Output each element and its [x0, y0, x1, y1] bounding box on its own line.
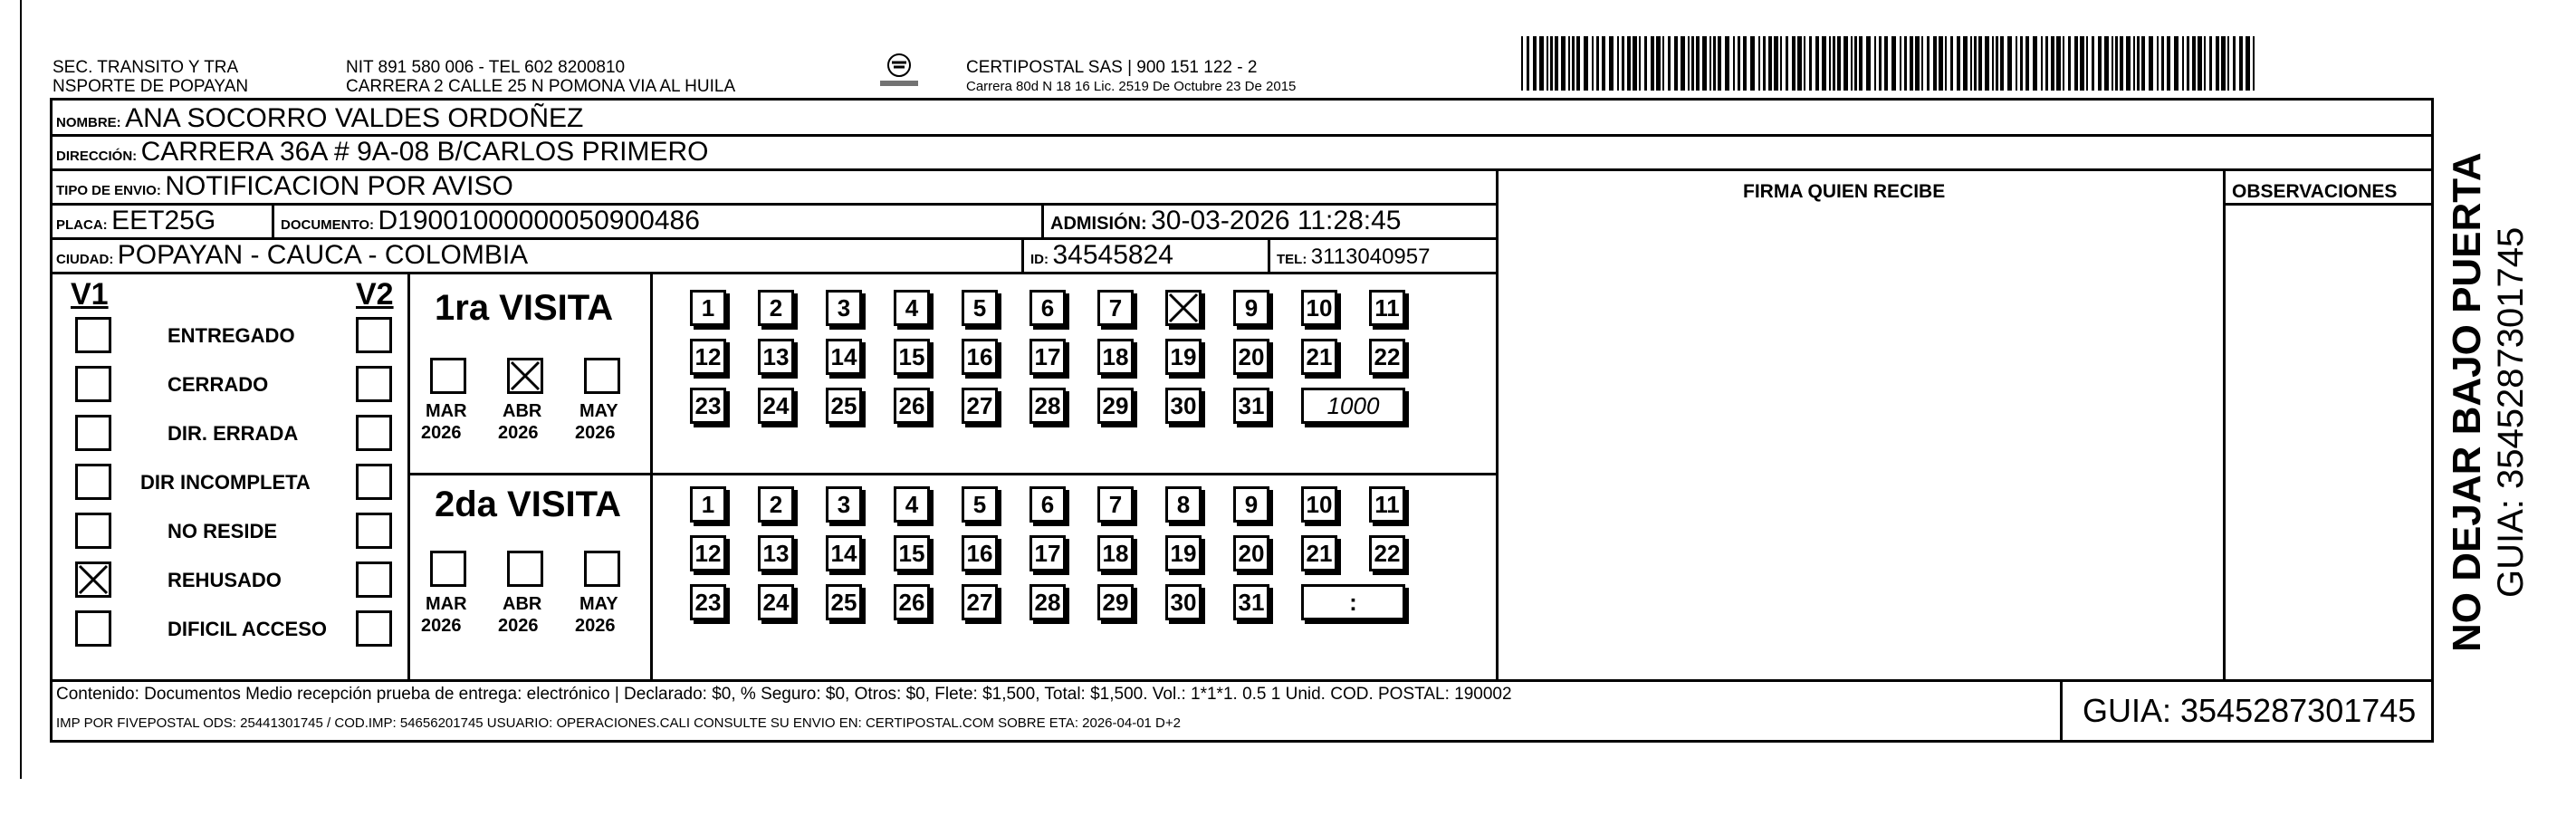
v1-checkbox[interactable] [75, 317, 111, 353]
status-label: DIR INCOMPLETA [140, 471, 311, 494]
barcode-bar [1725, 36, 1729, 91]
barcode-bar [1768, 36, 1772, 91]
v2-checkbox[interactable] [356, 610, 392, 647]
barcode-bar [1584, 36, 1588, 91]
day-box[interactable]: 12 [690, 535, 726, 571]
barcode-bar [1822, 36, 1826, 91]
barcode-bar [1996, 36, 1998, 91]
year-label: 2026 [575, 616, 616, 636]
barcode-bar [1950, 36, 1953, 91]
barcode-bar [1874, 36, 1876, 91]
admision-field [1050, 206, 1401, 236]
barcode-bar [1696, 36, 1700, 91]
barcode-bar [1904, 36, 1907, 91]
barcode-bar [2204, 36, 2206, 91]
tel-label: TEL: [1277, 252, 1307, 267]
day-box[interactable]: 26 [894, 388, 930, 424]
barcode-bar [1957, 36, 1960, 91]
month-checkbox[interactable] [430, 358, 466, 394]
barcode-bar [2167, 36, 2170, 91]
barcode-bar [1884, 36, 1888, 91]
day-box[interactable]: 31 [1233, 388, 1269, 424]
v2-checkbox[interactable] [356, 317, 392, 353]
day-box[interactable]: 12 [690, 339, 726, 375]
day-box[interactable]: 7 [1097, 290, 1134, 326]
barcode-bar [2020, 36, 2023, 91]
day-box[interactable]: 25 [826, 584, 862, 620]
day-box[interactable]: 9 [1233, 486, 1269, 523]
v2-checkbox[interactable] [356, 415, 392, 451]
v1-checkbox[interactable] [75, 610, 111, 647]
barcode-bar [1592, 36, 1594, 91]
barcode-bar [2000, 36, 2004, 91]
sender-contact-block [346, 58, 735, 96]
nombre-label: NOMBRE: [56, 115, 121, 130]
divider [1496, 168, 1499, 682]
barcode-bar [1891, 36, 1896, 91]
barcode-bar [2056, 36, 2061, 91]
barcode-bar [1815, 36, 1819, 91]
barcode [1521, 36, 2264, 95]
barcode-bar [1617, 36, 1619, 91]
tipo-field [56, 171, 513, 202]
barcode-bar [2016, 36, 2017, 91]
day-box[interactable]: 31 [1233, 584, 1269, 620]
observaciones-label: OBSERVACIONES [2232, 181, 2398, 202]
day-box[interactable]: 29 [1097, 584, 1134, 620]
visit1-title: 1ra VISITA [435, 288, 614, 328]
status-label: NO RESIDE [168, 520, 278, 542]
barcode-bar [1702, 36, 1707, 91]
tipo-label: TIPO DE ENVIO: [56, 183, 161, 198]
day-box[interactable]: 20 [1233, 339, 1269, 375]
barcode-bar [1786, 36, 1788, 91]
barcode-bar [2126, 36, 2131, 91]
day-box[interactable]: 21 [1301, 339, 1337, 375]
footer-guia: GUIA: 3545287301745 [2083, 692, 2417, 729]
barcode-bar [1910, 36, 1913, 91]
barcode-bar [1681, 36, 1685, 91]
day-box[interactable]: 28 [1029, 388, 1066, 424]
barcode-bar [2174, 36, 2179, 91]
divider [407, 272, 410, 682]
v2-checkbox[interactable] [356, 561, 392, 598]
status-label: ENTREGADO [168, 324, 295, 347]
day-box[interactable]: 27 [962, 388, 998, 424]
barcode-bar [1644, 36, 1647, 91]
barcode-bar [1609, 36, 1614, 91]
day-box[interactable]: 14 [826, 339, 862, 375]
barcode-bar [2253, 36, 2255, 91]
barcode-bar [2068, 36, 2071, 91]
direccion-label: DIRECCIÓN: [56, 149, 138, 164]
divider [272, 203, 274, 237]
barcode-bar [1709, 36, 1711, 91]
barcode-bar [1985, 36, 1989, 91]
barcode-bar [1763, 36, 1766, 91]
year-label: 2026 [421, 423, 462, 443]
barcode-bar [2063, 36, 2064, 91]
barcode-bar [1688, 36, 1690, 91]
barcode-bar [2086, 36, 2088, 91]
address-line: CARRERA 2 CALLE 25 N POMONA VIA AL HUILA [346, 77, 736, 96]
documento-value: D19001000000050900486 [378, 206, 700, 235]
barcode-bar [1521, 36, 1523, 91]
barcode-bar [1596, 36, 1599, 91]
day-box[interactable]: 2 [758, 290, 794, 326]
day-box[interactable]: 19 [1165, 339, 1202, 375]
day-box[interactable]: 9 [1233, 290, 1269, 326]
contenido-text: Contenido: Documentos Medio recepción prueba de entrega: electrónico | Declarado: $0, % Seguro: $0, Otros: $0, Flete: $1,500, Total: $1,500. Vol.: 1*1*1. 0.5 1 Unid. COD. POSTAL: 190002 [56, 685, 1512, 704]
day-box[interactable]: 17 [1029, 339, 1066, 375]
barcode-bar [1851, 36, 1853, 91]
divider [2223, 203, 2434, 206]
v1-checkbox[interactable] [75, 464, 111, 500]
barcode-bar [1561, 36, 1566, 91]
day-box[interactable]: 14 [826, 535, 862, 571]
barcode-bar [1639, 36, 1641, 91]
v2-checkbox[interactable] [356, 513, 392, 549]
barcode-bar [1974, 36, 1977, 91]
ciudad-field [56, 240, 528, 271]
barcode-bar [2233, 36, 2236, 91]
barcode-bar [2080, 36, 2084, 91]
day-box[interactable]: 16 [962, 535, 998, 571]
barcode-bar [1691, 36, 1694, 91]
barcode-bar [1859, 36, 1863, 91]
barcode-bar [1733, 36, 1735, 91]
barcode-bar [1633, 36, 1637, 91]
status-label: REHUSADO [168, 569, 282, 591]
day-box[interactable]: 25 [826, 388, 862, 424]
v2-label: V2 [356, 277, 394, 312]
id-label: ID: [1030, 252, 1049, 267]
divider [407, 473, 1496, 475]
barcode-bar [1550, 36, 1553, 91]
barcode-bar [1743, 36, 1747, 91]
barcode-bar [1622, 36, 1624, 91]
nombre-value: ANA SOCORRO VALDES ORDOÑEZ [125, 103, 584, 133]
barcode-bar [2198, 36, 2202, 91]
barcode-bar [1568, 36, 1570, 91]
side-guia: GUIA: 3545287301745 [2491, 226, 2531, 598]
day-box[interactable]: 6 [1029, 486, 1066, 523]
month-label: MAR [426, 594, 467, 614]
placa-field [56, 206, 215, 236]
barcode-bar [1879, 36, 1882, 91]
day-box[interactable]: 29 [1097, 388, 1134, 424]
v1-checkbox[interactable] [75, 366, 111, 402]
barcode-bar [1527, 36, 1529, 91]
side-warning: NO DEJAR BAJO PUERTA [2445, 152, 2489, 652]
day-box[interactable]: 8 [1165, 486, 1202, 523]
barcode-bar [1656, 36, 1661, 91]
day-box[interactable]: 5 [962, 290, 998, 326]
barcode-bar [2157, 36, 2159, 91]
barcode-bar [2227, 36, 2229, 91]
divider [1021, 237, 1024, 272]
firma-label: FIRMA QUIEN RECIBE [1743, 181, 1946, 202]
left-edge-line [20, 0, 22, 779]
day-box[interactable]: 15 [894, 535, 930, 571]
barcode-bar [1750, 36, 1755, 91]
visit2-title: 2da VISITA [435, 485, 621, 524]
barcode-bar [1915, 36, 1920, 91]
barcode-bar [2182, 36, 2184, 91]
barcode-bar [2092, 36, 2094, 91]
status-label: CERRADO [168, 373, 269, 396]
nombre-field [56, 103, 583, 134]
barcode-bar [1804, 36, 1805, 91]
barcode-bar [1829, 36, 1831, 91]
barcode-bar [1992, 36, 1994, 91]
barcode-bar [1843, 36, 1848, 91]
day-box[interactable]: 19 [1165, 535, 1202, 571]
side-text [2445, 145, 2571, 652]
barcode-bar [2216, 36, 2219, 91]
day-box[interactable]: 23 [690, 388, 726, 424]
day-box[interactable]: 28 [1029, 584, 1066, 620]
direccion-field [56, 137, 709, 168]
day-box[interactable]: 24 [758, 388, 794, 424]
barcode-bar [2041, 36, 2043, 91]
sender-line-2: NSPORTE DE POPAYAN [53, 77, 249, 96]
time-box[interactable]: 1000 [1301, 388, 1405, 424]
barcode-bar [1627, 36, 1631, 91]
day-box[interactable]: 17 [1029, 535, 1066, 571]
barcode-bar [1555, 36, 1558, 91]
barcode-bar [1576, 36, 1580, 91]
barcode-bar [1533, 36, 1537, 91]
day-box[interactable]: 16 [962, 339, 998, 375]
ciudad-value: POPAYAN - CAUCA - COLOMBIA [117, 240, 529, 270]
month-label: MAR [426, 401, 467, 421]
divider [50, 272, 1499, 274]
barcode-bar [2112, 36, 2113, 91]
barcode-bar [1866, 36, 1871, 91]
barcode-bar [2115, 36, 2118, 91]
barcode-bar [1718, 36, 1721, 91]
barcode-bar [1539, 36, 1544, 91]
day-box[interactable]: 15 [894, 339, 930, 375]
sender-line-1: SEC. TRANSITO Y TRA [53, 58, 239, 77]
barcode-bar [1837, 36, 1841, 91]
status-label: DIR. ERRADA [168, 422, 299, 445]
year-label: 2026 [575, 423, 616, 443]
divider [650, 272, 653, 682]
day-box[interactable]: 3 [826, 486, 862, 523]
divider [2223, 168, 2226, 682]
year-label: 2026 [498, 616, 539, 636]
tel-field [1277, 245, 1430, 270]
direccion-value: CARRERA 36A # 9A-08 B/CARLOS PRIMERO [140, 137, 709, 167]
month-label: ABR [503, 401, 542, 421]
day-box[interactable]: 26 [894, 584, 930, 620]
documento-label: DOCUMENTO: [281, 217, 375, 233]
barcode-bar [1939, 36, 1943, 91]
admision-value: 30-03-2026 11:28:45 [1151, 206, 1402, 235]
barcode-bar [1854, 36, 1857, 91]
day-box[interactable]: 22 [1369, 535, 1405, 571]
barcode-bar [1797, 36, 1802, 91]
barcode-bar [2033, 36, 2037, 91]
day-box[interactable]: 1 [690, 290, 726, 326]
month-checkbox[interactable] [430, 551, 466, 587]
day-box[interactable]: 10 [1301, 290, 1337, 326]
barcode-bar [1774, 36, 1778, 91]
day-box[interactable]: 7 [1097, 486, 1134, 523]
v2-checkbox[interactable] [356, 366, 392, 402]
v1-checkbox[interactable] [75, 415, 111, 451]
barcode-bar [2133, 36, 2135, 91]
month-checkbox[interactable] [507, 551, 543, 587]
day-box[interactable]: 13 [758, 339, 794, 375]
barcode-bar [1651, 36, 1654, 91]
day-box[interactable]: 23 [690, 584, 726, 620]
barcode-bar [1547, 36, 1548, 91]
barcode-bar [1668, 36, 1671, 91]
month-checkbox[interactable] [584, 358, 620, 394]
barcode-bar [2104, 36, 2109, 91]
barcode-bar [2074, 36, 2078, 91]
month-checkbox[interactable] [584, 551, 620, 587]
day-box[interactable]: 22 [1369, 339, 1405, 375]
barcode-bar [1833, 36, 1835, 91]
barcode-bar [1674, 36, 1678, 91]
day-box[interactable]: 6 [1029, 290, 1066, 326]
barcode-bar [1738, 36, 1740, 91]
documento-field [281, 206, 700, 236]
barcode-bar [2098, 36, 2102, 91]
day-box[interactable]: 30 [1165, 388, 1202, 424]
day-box[interactable]: 27 [962, 584, 998, 620]
month-label: MAY [579, 401, 618, 421]
barcode-bar [1945, 36, 1947, 91]
barcode-bar [1900, 36, 1901, 91]
v1-checkbox[interactable] [75, 561, 111, 598]
barcode-bar [2192, 36, 2196, 91]
nit-line: NIT 891 580 006 - TEL 602 8200810 [346, 58, 626, 77]
barcode-bar [1758, 36, 1760, 91]
divider [1268, 237, 1270, 272]
barcode-bar [1921, 36, 1923, 91]
day-box[interactable] [1165, 290, 1202, 326]
barcode-bar [2149, 36, 2153, 91]
day-box[interactable]: 11 [1369, 290, 1405, 326]
barcode-bar [2239, 36, 2243, 91]
barcode-bar [2025, 36, 2029, 91]
barcode-bar [2187, 36, 2189, 91]
barcode-bar [1809, 36, 1812, 91]
barcode-bar [2007, 36, 2012, 91]
id-value: 34545824 [1052, 240, 1173, 270]
day-box[interactable]: 24 [758, 584, 794, 620]
admision-label: ADMISIÓN: [1050, 214, 1147, 234]
month-checkbox[interactable] [507, 358, 543, 394]
barcode-bar [1792, 36, 1796, 91]
v1-label: V1 [71, 277, 109, 312]
day-box[interactable]: 3 [826, 290, 862, 326]
status-label: DIFICIL ACCESO [168, 618, 328, 640]
year-label: 2026 [421, 616, 462, 636]
barcode-bar [1927, 36, 1930, 91]
courier-line-1: CERTIPOSTAL SAS | 900 151 122 - 2 [966, 58, 1258, 77]
barcode-bar [1662, 36, 1664, 91]
barcode-bar [2120, 36, 2123, 91]
month-label: MAY [579, 594, 618, 614]
barcode-bar [1572, 36, 1575, 91]
barcode-bar [2141, 36, 2145, 91]
placa-label: PLACA: [56, 217, 108, 233]
courier-block [966, 58, 1296, 96]
day-box[interactable]: 11 [1369, 486, 1405, 523]
imp-text: IMP POR FIVEPOSTAL ODS: 25441301745 / COD.IMP: 54656201745 USUARIO: OPERACIONES.CALI CONSULTE SU ENVIO EN: CERTIPOSTAL.COM SOBRE ETA: 2026-04-01 D+2 [56, 715, 1181, 731]
v2-checkbox[interactable] [356, 464, 392, 500]
barcode-bar [2137, 36, 2140, 91]
barcode-bar [2246, 36, 2250, 91]
year-label: 2026 [498, 423, 539, 443]
barcode-bar [2209, 36, 2212, 91]
day-box[interactable]: 20 [1233, 535, 1269, 571]
courier-line-2: Carrera 80d N 18 16 Lic. 2519 De Octubre 23 De 2015 [966, 79, 1297, 94]
tel-value: 3113040957 [1310, 245, 1431, 269]
divider [1041, 203, 1044, 237]
barcode-bar [1970, 36, 1972, 91]
day-box[interactable]: 30 [1165, 584, 1202, 620]
barcode-bar [2045, 36, 2048, 91]
certipostal-logo-icon [876, 51, 922, 92]
placa-value: EET25G [111, 206, 216, 235]
ciudad-label: CIUDAD: [56, 252, 114, 267]
month-label: ABR [503, 594, 542, 614]
tipo-value: NOTIFICACION POR AVISO [165, 171, 513, 201]
barcode-bar [2161, 36, 2164, 91]
barcode-bar [1933, 36, 1937, 91]
day-box[interactable]: 1 [690, 486, 726, 523]
day-box[interactable]: 21 [1301, 535, 1337, 571]
day-box[interactable]: 10 [1301, 486, 1337, 523]
day-box[interactable]: 4 [894, 486, 930, 523]
id-field [1030, 240, 1173, 271]
day-box[interactable]: 4 [894, 290, 930, 326]
day-box[interactable]: 18 [1097, 339, 1134, 375]
barcode-bar [2051, 36, 2054, 91]
barcode-bar [1713, 36, 1716, 91]
v1-checkbox[interactable] [75, 513, 111, 549]
divider [2060, 679, 2063, 743]
barcode-bar [1963, 36, 1968, 91]
barcode-bar [2221, 36, 2226, 91]
day-box[interactable]: 13 [758, 535, 794, 571]
barcode-bar [1602, 36, 1605, 91]
time-box[interactable]: : [1301, 584, 1405, 620]
day-box[interactable]: 5 [962, 486, 998, 523]
barcode-bar [1780, 36, 1782, 91]
day-box[interactable]: 18 [1097, 535, 1134, 571]
day-box[interactable]: 2 [758, 486, 794, 523]
barcode-bar [1978, 36, 1982, 91]
divider [50, 679, 2434, 682]
sender-block [53, 58, 248, 96]
